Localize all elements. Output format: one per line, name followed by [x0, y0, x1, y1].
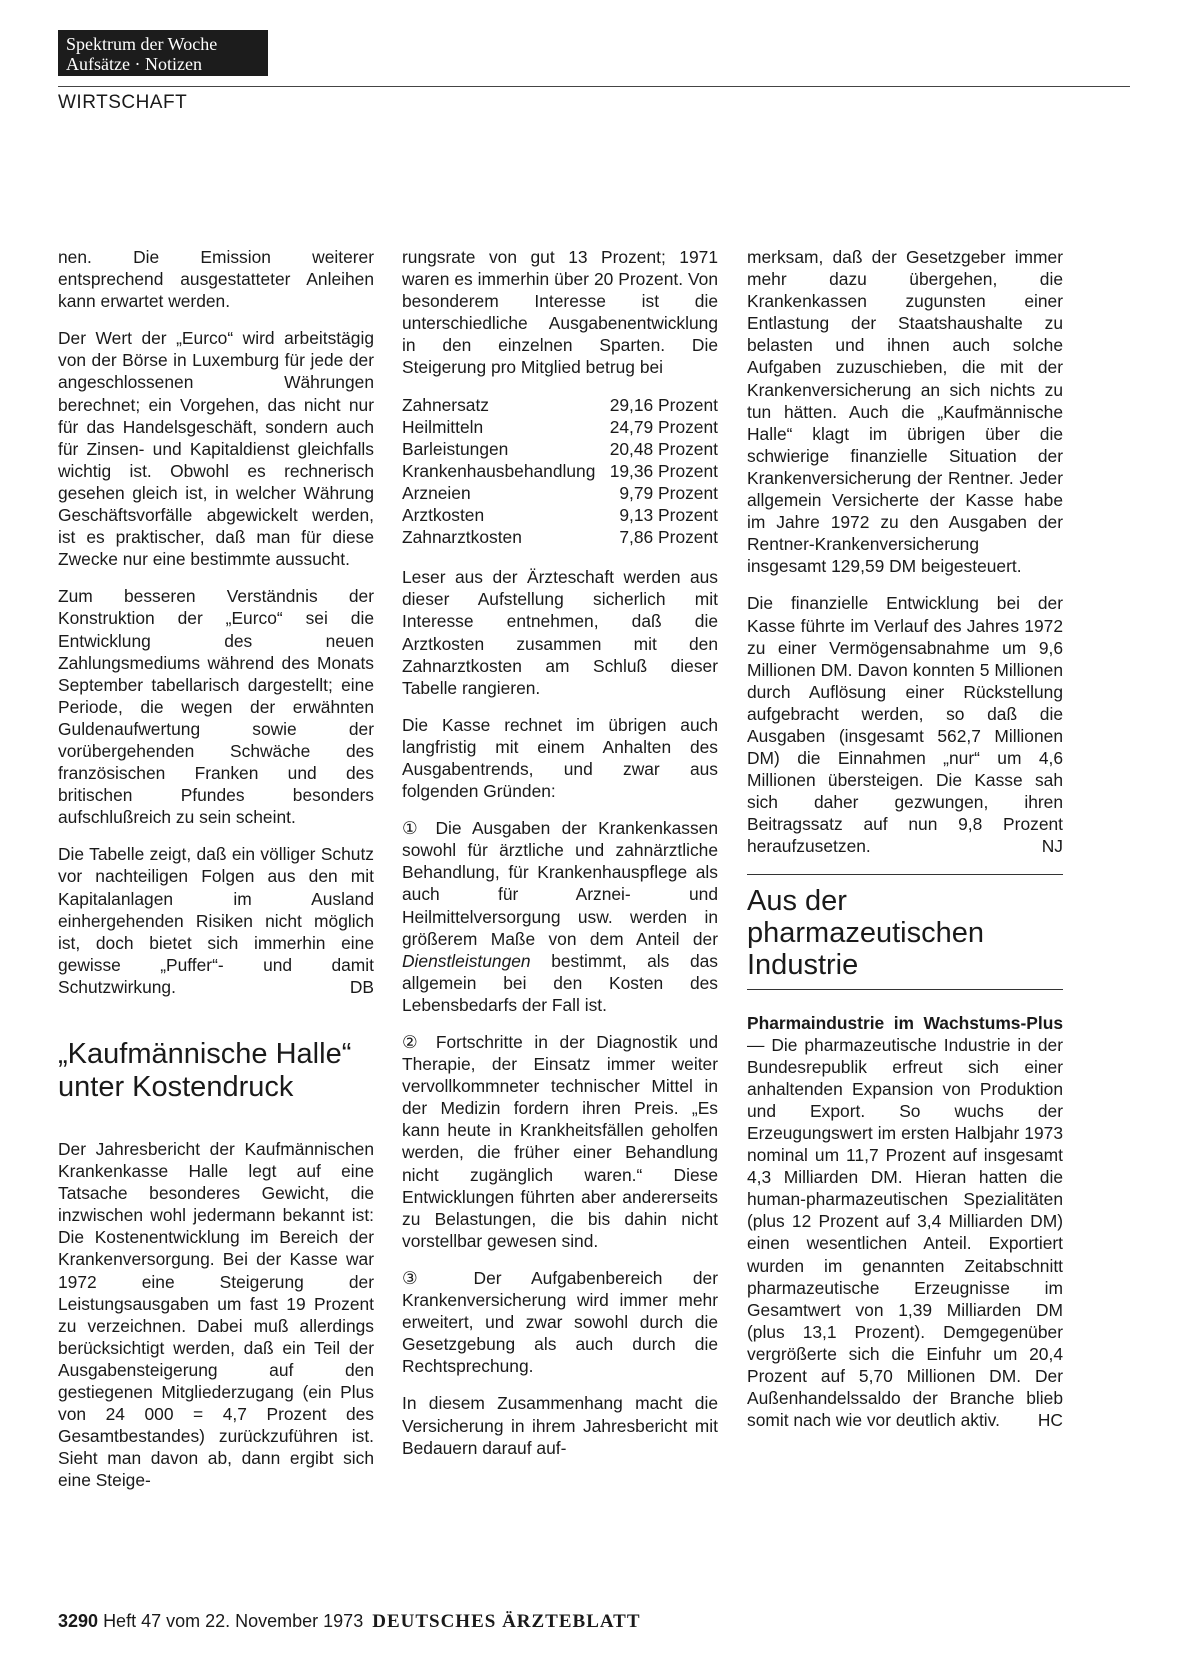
- author-initials: DB: [349, 976, 374, 997]
- column-left: [58, 246, 374, 1507]
- paragraph: [58, 843, 374, 998]
- page-number: 3290: [58, 1611, 99, 1631]
- paragraph: In diesem Zusammenhang macht die Versicherung in ihrem Jahresbericht mit Bedauern darauf auf-: [402, 1393, 718, 1458]
- author-initials: HC: [1037, 1410, 1063, 1431]
- paragraph: nen. Die Emission weiterer entsprechend ausgestatteter Anleihen kann erwartet werden.: [58, 247, 374, 312]
- table-row: [402, 460, 718, 482]
- issue-info: Heft 47 vom 22. November 1973: [103, 1611, 364, 1631]
- table-label: Heilmitteln: [402, 416, 484, 437]
- paragraph: Zum besseren Verständnis der Konstruktion der „Eurco“ sei die Entwicklung des neuen Zahlungsmediums während des Monats September tabellarisch dargestellt; eine Periode, die wegen der erwähnten Guldenaufwertung sowie der vorübergehenden Schwäche des französischen Franken und des britischen Pfundes besonders aufschlußreich zu sein scheint.: [58, 586, 374, 828]
- table-label: Arzneien: [402, 482, 471, 503]
- paragraph: Der Wert der „Eurco“ wird arbeitstägig von der Börse in Luxemburg für jede der angeschlossenen Währungen berechnet; ein Vorgehen, das nicht nur für das Handelsgeschäft, sondern auch für Zinsen- und Kapitaldienst gleichfalls wichtig ist. Obwohl es rechnerisch gesehen gleich ist, in welcher Währung Geschäftsvorfälle abgewickelt werden, ist es praktischer, daß man für diese Zwecke nur eine bestimmte aussucht.: [58, 328, 374, 570]
- table-value: 20,48 Prozent: [609, 438, 718, 459]
- table-row: [402, 394, 718, 416]
- italic-term: Dienstleistungen: [402, 950, 531, 971]
- page-footer: [58, 1611, 641, 1633]
- table-value: 24,79 Prozent: [609, 416, 718, 437]
- table-row: [402, 416, 718, 438]
- paragraph: Leser aus der Ärzteschaft werden aus dieser Aufstellung sicherlich mit Interesse entnehmen, daß die Arztkosten zusammen mit den Zahnarztkosten am Schluß dieser Tabelle rangieren.: [402, 567, 718, 698]
- paragraph: Der Jahresbericht der Kaufmännischen Krankenkasse Halle legt auf eine Tatsache besonderes Gewicht, die inzwischen wohl jedermann bekannt ist: Die Kostenentwicklung im Bereich der Krankenversorgung. Bei der Kasse war 1972 eine Steigerung der Leistungsausgaben um fast 19 Prozent zu verzeichnen. Dabei muß allerdings berücksichtigt werden, daß ein Teil der Ausgabensteigerung auf den gestiegenen Mitgliederzugang (ein Plus von 24 000 = 4,7 Prozent des Gesamtbestandes) zurückzuführen ist. Sieht man davon ab, dann ergibt sich eine Steige-: [58, 1139, 374, 1491]
- table-row: [402, 438, 718, 460]
- table-row: [402, 526, 718, 548]
- article-headline-box: [747, 874, 1063, 990]
- paragraph: ② Fortschritte in der Diagnostik und Therapie, der Einsatz immer weiter vervollkommneter technischer Mittel in der Medizin fordern ihren Preis. „Es kann heute in Krankheitsfällen geholfen werden, die früher einer Behandlung nicht zugänglich waren.“ Diese Entwicklungen führten aber andererseits zu Belastungen, die bis dahin nicht vorstellbar gewesen sind.: [402, 1032, 718, 1251]
- header-line-2: Aufsätze · Notizen: [66, 54, 202, 74]
- table-value: 29,16 Prozent: [609, 394, 718, 415]
- paragraph: Die Kasse rechnet im übrigen auch langfristig mit einem Anhalten des Ausgabentrends, und zwar aus folgenden Gründen:: [402, 714, 718, 802]
- expense-table: [402, 394, 718, 549]
- paragraph: rungsrate von gut 13 Prozent; 1971 waren es immerhin über 20 Prozent. Von besonderem Interesse ist die unterschiedliche Ausgabenentwicklung in den einzelnen Sparten. Die Steigerung pro Mitglied betrug bei: [402, 247, 718, 378]
- table-value: 7,86 Prozent: [619, 527, 718, 548]
- section-header-block: [58, 30, 268, 76]
- table-label: Zahnarztkosten: [402, 527, 522, 548]
- table-value: 9,13 Prozent: [619, 505, 718, 526]
- paragraph-text: — Die pharmazeutische Industrie in der Bundesrepublik erfreut sich einer anhaltenden Expansion von Produktion und Export. So wuchs der Erzeugungswert im ersten Halbjahr 1973 nominal um 11,7 Prozent auf insgesamt 4,3 Milliarden DM. Hieran hatten die human-pharmazeutischen Spezialitäten (plus 12 Prozent auf 3,4 Milliarden DM) einen wesentlichen Anteil. Exportiert wurden im genannten Zeitabschnitt pharmazeutische Erzeugnisse im Gesamtwert von 1,39 Milliarden DM (plus 13,1 Prozent). Demgegenüber vergrößerte sich die Einfuhr um 20,4 Prozent auf 5,70 Millionen DM. Der Außenhandelssaldo der Branche blieb somit nach wie vor deutlich aktiv.: [747, 1034, 1063, 1431]
- lead-in: Pharmaindustrie im Wachstums-Plus: [747, 1012, 1063, 1033]
- table-value: 19,36 Prozent: [609, 460, 718, 481]
- paragraph-text: ① Die Ausgaben der Krankenkassen sowohl für ärztliche und zahnärztliche Behandlung, für Krankenhauspflege als auch für Arznei- und Heilmittelversorgung usw. werden in größerem Maße von dem Anteil der: [402, 818, 718, 949]
- table-label: Arztkosten: [402, 505, 485, 526]
- paragraph-text: bestimmt, als das allgemein bei den Kosten des Lebensbedarfs der Fall ist.: [402, 950, 718, 1015]
- article-headline: Aus der pharmazeutischen Industrie: [747, 884, 984, 981]
- paragraph-text: Die finanzielle Entwicklung bei der Kasse führte im Verlauf des Jahres 1972 zu einer Vermögensabnahme um 9,6 Millionen DM. Davon konnten 5 Millionen durch Auflösung einer Rückstellung aufgebracht werden, so daß die Ausgaben (insgesamt 562,7 Millionen DM) die Einnahmen „nur“ um 4,6 Millionen übersteigen. Die Kasse sah sich daher gezwungen, ihren Beitragssatz auf nun 9,8 Prozent heraufzusetzen.: [747, 593, 1063, 857]
- table-label: Krankenhausbehandlung: [402, 460, 596, 481]
- paragraph: ③ Der Aufgabenbereich der Krankenversicherung wird immer mehr erweitert, und zwar sowohl durch die Gesetzgebung als auch durch die Rechtsprechung.: [402, 1267, 718, 1377]
- table-label: Barleistungen: [402, 438, 509, 459]
- section-rule: [58, 86, 1130, 87]
- column-middle: [402, 246, 718, 1474]
- section-label: WIRTSCHAFT: [58, 92, 188, 113]
- table-label: Zahnersatz: [402, 394, 489, 415]
- table-value: 9,79 Prozent: [619, 482, 718, 503]
- paragraph-text: Die Tabelle zeigt, daß ein völliger Schutz vor nachteiligen Folgen aus den mit Kapitalanlagen im Ausland einhergehenden Risiken nicht möglich ist, doch bietet sich immerhin eine gewisse „Puffer“- und damit Schutzwirkung.: [58, 844, 374, 997]
- magazine-title: DEUTSCHES ÄRZTEBLATT: [372, 1611, 641, 1632]
- article-headline: „Kaufmännische Halle“ unter Kostendruck: [58, 1038, 352, 1103]
- headline-rule-top: [747, 874, 1063, 875]
- table-row: [402, 504, 718, 526]
- paragraph: merksam, daß der Gesetzgeber immer mehr dazu übergehen, die Krankenkassen zugunsten einer Entlastung der Staatshaushalte zu belasten und ihnen auch solche Aufgaben zuzuschieben, die mit der Krankenversicherung an sich nichts zu tun hätten. Auch die „Kaufmännische Halle“ klagt im übrigen über die schwierige finanzielle Situation der Krankenversicherung der Rentner. Jeder allgemein Versicherte der Kasse habe im Jahre 1972 zu den Ausgaben der Rentner-Krankenversicherung insgesamt 129,59 DM beigesteuert.: [747, 247, 1063, 577]
- paragraph: [747, 1012, 1063, 1432]
- table-row: [402, 482, 718, 504]
- headline-rule-bottom: [747, 989, 1063, 990]
- header-line-1: Spektrum der Woche: [66, 34, 218, 54]
- column-right: [747, 246, 1063, 1446]
- paragraph: [402, 817, 718, 1016]
- paragraph: [747, 592, 1063, 857]
- author-initials: NJ: [1041, 836, 1063, 857]
